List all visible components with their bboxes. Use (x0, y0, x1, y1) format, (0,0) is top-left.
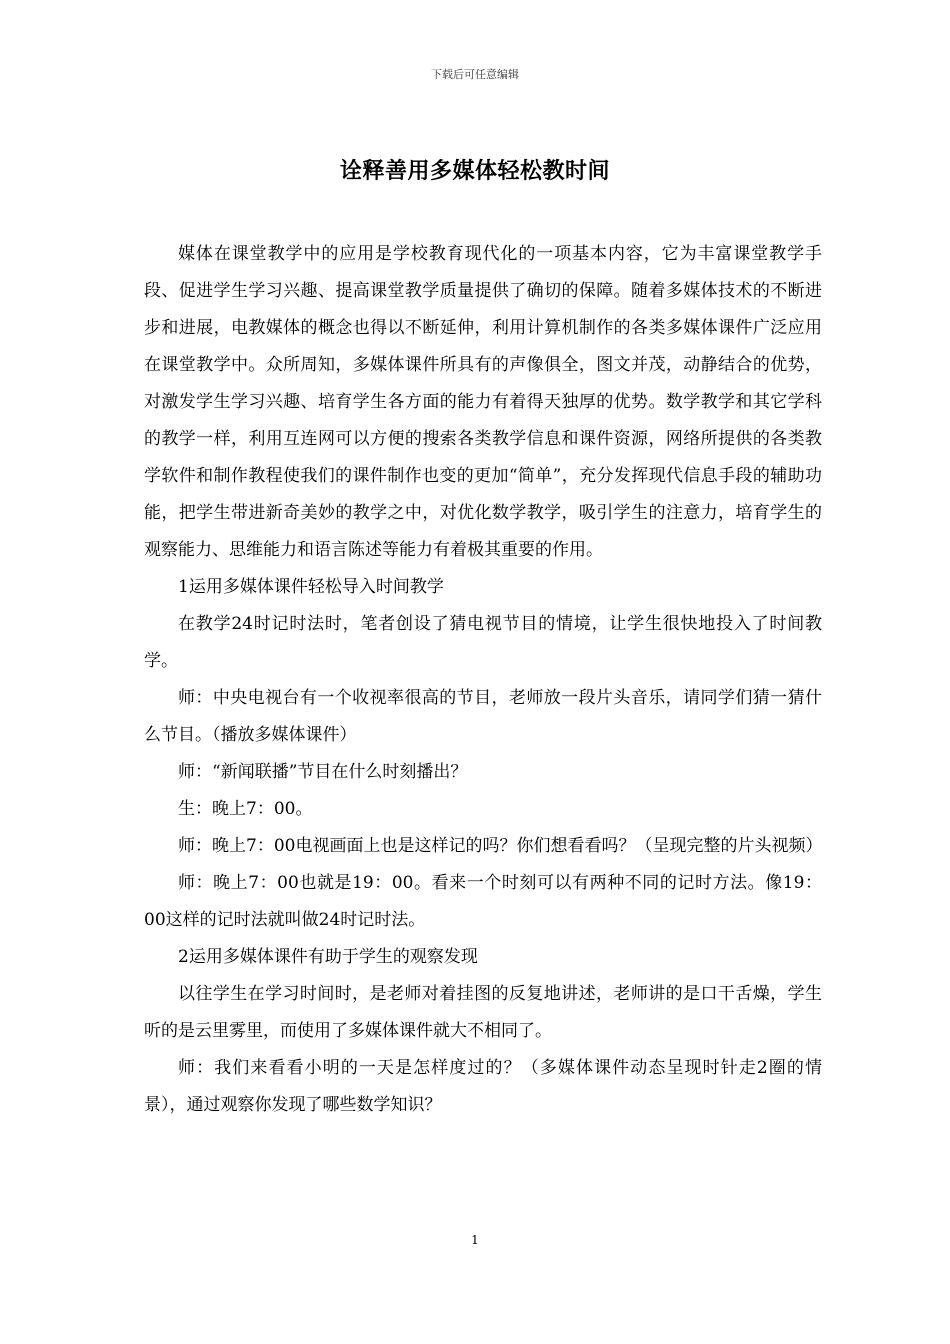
document-body (144, 236, 822, 1124)
section-heading-1: 1运用多媒体课件轻松导入时间教学 (178, 577, 444, 597)
document-title: 诠释善用多媒体轻松教时间 (339, 158, 610, 184)
page-number: 1 (471, 1233, 479, 1247)
dialogue-line: 生：晚上7：00。 (178, 799, 313, 819)
dialogue-line: 师：晚上7：00也就是19：00。看来一个时刻可以有两种不同的记时方法。像19：00这样的记时法就叫做24时记时法。 (144, 873, 822, 930)
paragraph-intro: 媒体在课堂教学中的应用是学校教育现代化的一项基本内容，它为丰富课堂教学手段、促进学生学习兴趣、提高课堂教学质量提供了确切的保障。随着多媒体技术的不断进步和进展，电教媒体的概念也得以不断延伸，利用计算机制作的各类多媒体课件广泛应用在课堂教学中。众所周知，多媒体课件所具有的声像俱全，图文并茂，动静结合的优势，对激发学生学习兴趣、培育学生各方面的能力有着得天独厚的优势。数学教学和其它学科的教学一样，利用互连网可以方便的搜索各类教学信息和课件资源，网络所提供的各类教学软件和制作教程使我们的课件制作也变的更加“简单”，充分发挥现代信息手段的辅助功能，把学生带进新奇美妙的教学之中，对优化数学教学，吸引学生的注意力，培育学生的观察能力、思维能力和语言陈述等能力有着极其重要的作用。 (144, 244, 822, 560)
paragraph: 在教学24时记时法时，笔者创设了猜电视节目的情境，让学生很快地投入了时间教学。 (144, 614, 822, 671)
dialogue-line: 师：中央电视台有一个收视率很高的节目，老师放一段片头音乐，请同学们猜一猜什么节目。（播放多媒体课件） (144, 688, 822, 745)
section-heading-2: 2运用多媒体课件有助于学生的观察发现 (178, 947, 478, 967)
paragraph: 以往学生在学习时间时，是老师对着挂图的反复地讲述，老师讲的是口干舌燥，学生听的是云里雾里，而使用了多媒体课件就大不相同了。 (144, 984, 822, 1041)
dialogue-line: 师：晚上7：00电视画面上也是这样记的吗？你们想看看吗？（呈现完整的片头视频） (178, 836, 823, 856)
header-note: 下载后可任意编辑 (431, 68, 519, 81)
dialogue-line: 师：我们来看看小明的一天是怎样度过的？（多媒体课件动态呈现时针走2圈的情景），通过观察你发现了哪些数学知识？ (144, 1058, 822, 1115)
dialogue-line: 师：“新闻联播”节目在什么时刻播出？ (178, 762, 468, 782)
